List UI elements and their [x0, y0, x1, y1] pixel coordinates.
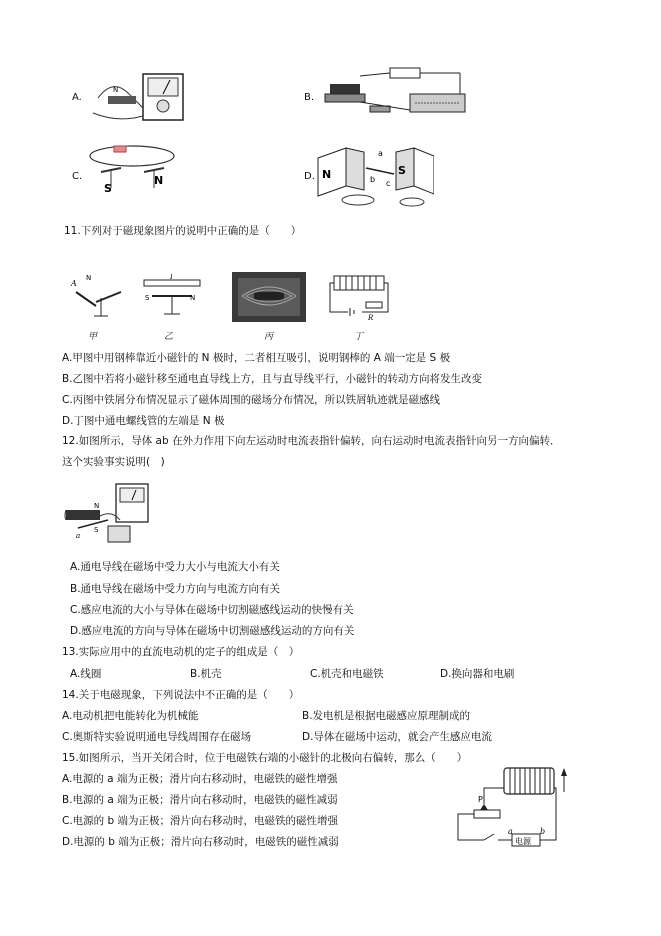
q13-option-b: B.机壳 [190, 668, 222, 680]
q10-option-c-letter: C. [72, 171, 83, 182]
q13-option-a: A.线圈 [70, 668, 102, 680]
svg-text:a: a [76, 532, 81, 540]
q15-stem: 15.如图所示，当开关闭合时，位于电磁铁右端的小磁针的北极向右偏转，那么（ ） [62, 752, 468, 764]
q11-caption-ding: 丁 [354, 332, 364, 342]
q15-fig-label-b: b [540, 827, 546, 836]
q14-stem: 14.关于电磁现象，下列说法中不正确的是（ ） [62, 689, 300, 701]
svg-text:S: S [94, 526, 99, 534]
svg-text:A: A [71, 279, 77, 288]
q11-stem: 11.下列对于磁现象图片的说明中正确的是（ ） [64, 225, 302, 237]
q10-fig-d-label-a: a [378, 149, 383, 158]
q10-fig-d-label-b: b [370, 175, 376, 184]
q12-option-d: D.感应电流的方向与导体在磁场中切割磁感线运动的方向有关 [70, 625, 355, 637]
q12-stem-line2: 这个实验事实说明( ) [62, 456, 165, 468]
q15-fig-label-a: a [508, 827, 513, 836]
q11-figure-bing-iron-filings [232, 272, 306, 322]
q11-figure-ding-solenoid [328, 272, 390, 322]
q10-figure-a-galvanometer-experiment [88, 68, 188, 126]
q14-option-c: C.奥斯特实验说明通电导线周围存在磁场 [62, 731, 252, 743]
q15-option-c: C.电源的 b 端为正极；滑片向右移动时，电磁铁的磁性增强 [62, 815, 339, 827]
q11-option-d: D.丁图中通电螺线管的左端是 N 极 [62, 415, 225, 427]
q10-figure-d-generator-experiment [316, 138, 434, 210]
q13-option-c: C.机壳和电磁铁 [310, 668, 384, 680]
q13-option-d: D.换向器和电刷 [440, 668, 515, 680]
q10-fig-d-label-s: S [398, 164, 406, 177]
q11-option-b: B.乙图中若将小磁针移至通电直导线上方，且与直导线平行，小磁针的转动方向将发生改变 [62, 373, 483, 385]
q11-figure-jia [66, 272, 126, 324]
q15-figure-electromagnet-circuit [444, 764, 574, 850]
q10-fig-d-label-n: N [322, 168, 332, 181]
q10-figure-b-motor-circuit [320, 66, 470, 124]
q10-option-b-letter: B. [304, 92, 315, 103]
q15-option-d: D.电源的 b 端为正极；滑片向右移动时，电磁铁的磁性减弱 [62, 836, 339, 848]
q12-figure-induction-experiment [64, 480, 160, 548]
svg-text:S: S [145, 294, 150, 302]
q14-option-b: B.发电机是根据电磁感应原理制成的 [302, 710, 471, 722]
q11-caption-jia: 甲 [88, 332, 98, 342]
q15-fig-label-p: P [478, 795, 483, 804]
q11-option-c: C.丙图中铁屑分布情况显示了磁体周围的磁场分布情况，所以铁屑轨迹就是磁感线 [62, 394, 441, 406]
q15-option-a: A.电源的 a 端为正极；滑片向右移动时，电磁铁的磁性增强 [62, 773, 338, 785]
q11-figure-yi [142, 274, 204, 324]
q12-stem-line1: 12.如图所示，导体 ab 在外力作用下向左运动时电流表指针偏转，向右运动时电流表指针向另一方向偏转． [62, 435, 561, 447]
q15-fig-label-source: 电源 [515, 837, 531, 846]
q10-fig-c-label-s: S [104, 182, 112, 195]
q13-stem: 13.实际应用中的直流电动机的定子的组成是（ ） [62, 646, 300, 658]
svg-text:R: R [368, 314, 374, 322]
q14-option-d: D.导体在磁场中运动，就会产生感应电流 [302, 731, 492, 743]
svg-text:N: N [113, 86, 119, 94]
svg-text:N: N [94, 502, 100, 510]
q10-figure-c-oersted-experiment [86, 142, 178, 196]
q14-option-a: A.电动机把电能转化为机械能 [62, 710, 199, 722]
q10-option-a-letter: A. [72, 92, 82, 103]
q10-fig-c-label-n: N [154, 174, 164, 187]
q11-option-a: A.甲图中用钢棒靠近小磁针的 N 极时，二者相互吸引，说明钢棒的 A 端一定是 S 极 [62, 352, 451, 364]
q11-caption-yi: 乙 [164, 332, 174, 342]
svg-text:I: I [170, 274, 173, 281]
q12-option-c: C.感应电流的大小与导体在磁场中切割磁感线运动的快慢有关 [70, 604, 354, 616]
q12-option-a: A.通电导线在磁场中受力大小与电流大小有关 [70, 561, 280, 573]
q10-fig-d-label-c: c [386, 179, 391, 188]
q10-option-d-letter: D. [304, 171, 315, 182]
q12-option-b: B.通电导线在磁场中受力方向与电流方向有关 [70, 583, 281, 595]
svg-text:N: N [86, 274, 92, 282]
q15-option-b: B.电源的 a 端为正极；滑片向右移动时，电磁铁的磁性减弱 [62, 794, 338, 806]
q11-caption-bing: 丙 [264, 332, 274, 342]
svg-text:N: N [190, 294, 196, 302]
